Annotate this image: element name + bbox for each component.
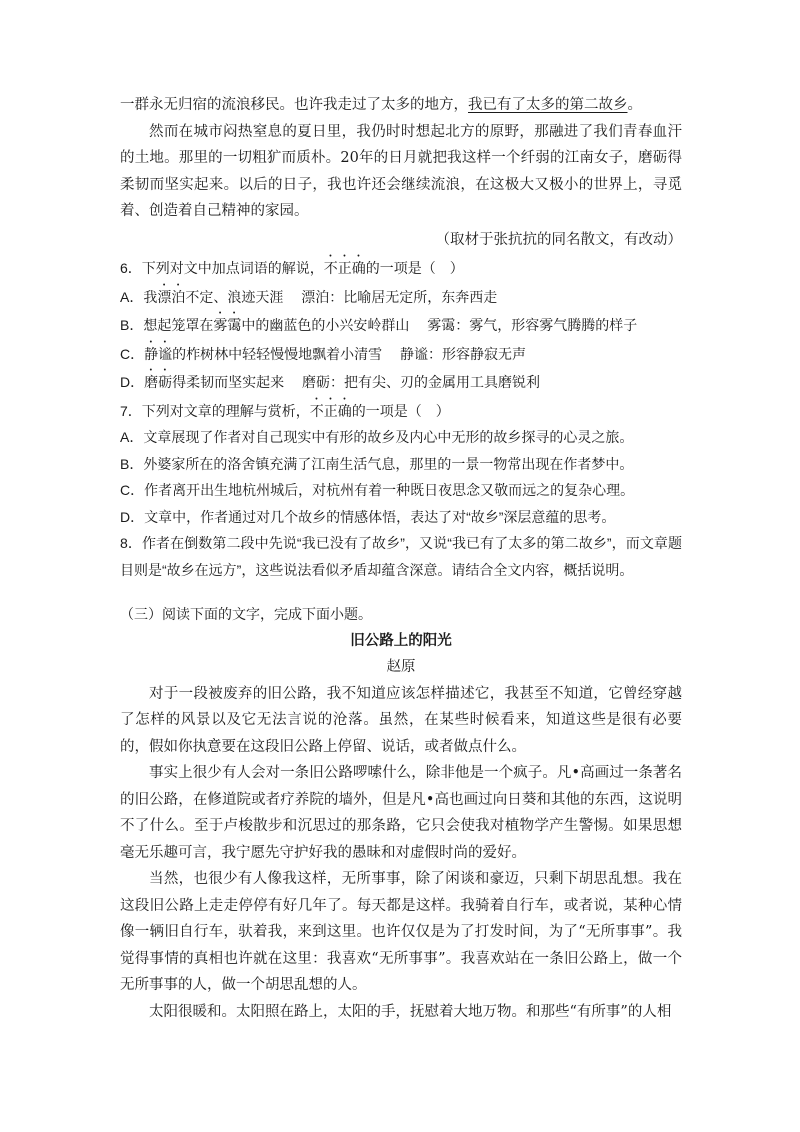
article-paragraph-4: 太阳很暖和。太阳照在路上，太阳的手，抚慰着大地万物。和那些“有所事”的人相 xyxy=(149,1003,672,1020)
question-7-option-b: B．外婆家所在的洛舍镇充满了江南生活气息，那里的一景一物常出现在作者梦中。 xyxy=(120,455,634,472)
q6-a-post: 不定、浪迹天涯 漂泊：比喻居无定所，东奔西走 xyxy=(185,288,498,305)
question-8: 8．作者在倒数第二段中先说“我已没有了故乡”，又说“我已有了太多的第二故乡”，而文章题目则是“故乡在远方”，这些说法看似矛盾却蕴含深意。请结合全文内容，概括说明。 xyxy=(120,535,682,578)
question-7-stem xyxy=(120,396,682,425)
question-6-option-c xyxy=(120,339,682,368)
q6-d-post: 得柔韧而坚实起来 磨砺：把有尖、刃的金属用工具磨锐利 xyxy=(172,374,541,390)
passage1-text: 一群永无归宿的流浪移民。也许我走过了太多的地方， xyxy=(120,97,468,113)
q7-stem-text: 7．下列对文章的理解与赏析， xyxy=(120,402,310,419)
q7-emphasis: 不正确 xyxy=(309,402,352,419)
passage1-paragraph-1 xyxy=(120,92,682,119)
passage1-source: （取材于张抗抗的同名散文，有改动） xyxy=(435,231,682,248)
q6-emphasis: 不正确 xyxy=(323,260,366,276)
q6-b-pre: B．想起笼罩在 xyxy=(120,317,214,333)
q6-a-pre: A．我 xyxy=(120,288,158,305)
article-title: 旧公路上的阳光 xyxy=(350,631,452,649)
q6-d-word: 磨砺 xyxy=(144,374,173,390)
q6-a-word: 漂泊 xyxy=(157,288,186,305)
question-7-option-a: A．文章展现了作者对自己现实中有形的故乡及内心中无形的故乡探寻的心灵之旅。 xyxy=(120,429,634,445)
article-paragraph-1: 对于一段被废弃的旧公路，我不知道应该怎样描述它，我甚至不知道，它曾经穿越了怎样的风景以及它无法言说的沧落。虽然，在某些时候看来，知道这些是很有必要的，假如你执意要在这段旧公路上停留、说话，或者做点什么。 xyxy=(120,685,682,755)
passage1-text-end: 。 xyxy=(627,97,642,113)
q7-stem-end: 的一项是（ ） xyxy=(351,402,450,419)
question-6-option-b xyxy=(120,310,682,339)
question-6-option-d xyxy=(120,367,682,396)
q6-stem-text: 6．下列对文中加点词语的解说， xyxy=(120,260,324,276)
passage1-paragraph-2: 然而在城市闷热窒息的夏日里，我仍时时想起北方的原野，那融进了我们青春血汗的土地。那里的一切粗犷而质朴。20年的日月就把我这样一个纤弱的江南女子，磨砺得柔韧而坚实起来。以后的日子，我也许还会继续流浪，在这极大又极小的世界上，寻觅着、创造着自己精神的家园。 xyxy=(120,123,682,219)
q6-b-post: 中的幽蓝色的小兴安岭群山 雾霭：雾气，形容雾气腾腾的样子 xyxy=(241,317,638,333)
spacer xyxy=(120,583,682,601)
q6-c-word: 静谧 xyxy=(144,345,173,362)
q6-c-pre: C． xyxy=(120,345,145,362)
q6-stem-end: 的一项是（ ） xyxy=(365,260,464,276)
article-author: 赵原 xyxy=(386,659,416,675)
question-6-stem xyxy=(120,253,682,282)
question-6-option-a xyxy=(120,282,682,311)
question-7-option-d: D．文章中，作者通过对几个故乡的情感体悟，表达了对“故乡”深层意蕴的思考。 xyxy=(120,508,616,525)
q6-d-pre: D． xyxy=(120,374,145,390)
article-paragraph-3: 当然，也很少有人像我这样，无所事事，除了闲谈和豪迈，只剩下胡思乱想。我在这段旧公路上走走停停有好几年了。每天都是这样。我骑着自行车，或者说，某种心情像一辆旧自行车，驮着我，来到这里。也许仅仅是为了打发时间，为了“无所事事”。我觉得事情的真相也许就在这里：我喜欢“无所事事”。我喜欢站在一条旧公路上，做一个无所事事的人，做一个胡思乱想的人。 xyxy=(120,871,682,993)
section-3-header: （三）阅读下面的文字，完成下面小题。 xyxy=(120,606,372,622)
underlined-phrase: 我已有了太多的第二故乡 xyxy=(468,97,628,113)
q6-b-word: 雾霭 xyxy=(213,317,242,333)
q6-c-post: 的柞树林中轻轻慢慢地飘着小清雪 静谧：形容静寂无声 xyxy=(172,345,527,362)
question-7-option-c: C．作者离开出生地杭州城后，对杭州有着一种既日夜思念又敬而远之的复杂心理。 xyxy=(120,482,635,498)
article-paragraph-2: 事实上很少有人会对一条旧公路啰嗦什么，除非他是一个疯子。凡•高画过一条著名的旧公路，在修道院或者疗养院的墙外，但是凡•高也画过向日葵和其他的东西，这说明不了什么。至于卢梭散步和沉思过的那条路，它只会使我对植物学产生警惕。如果思想毫无乐趣可言，我宁愿先守护好我的愚昧和对虚假时尚的爱好。 xyxy=(120,765,682,861)
document-page xyxy=(120,92,682,1025)
